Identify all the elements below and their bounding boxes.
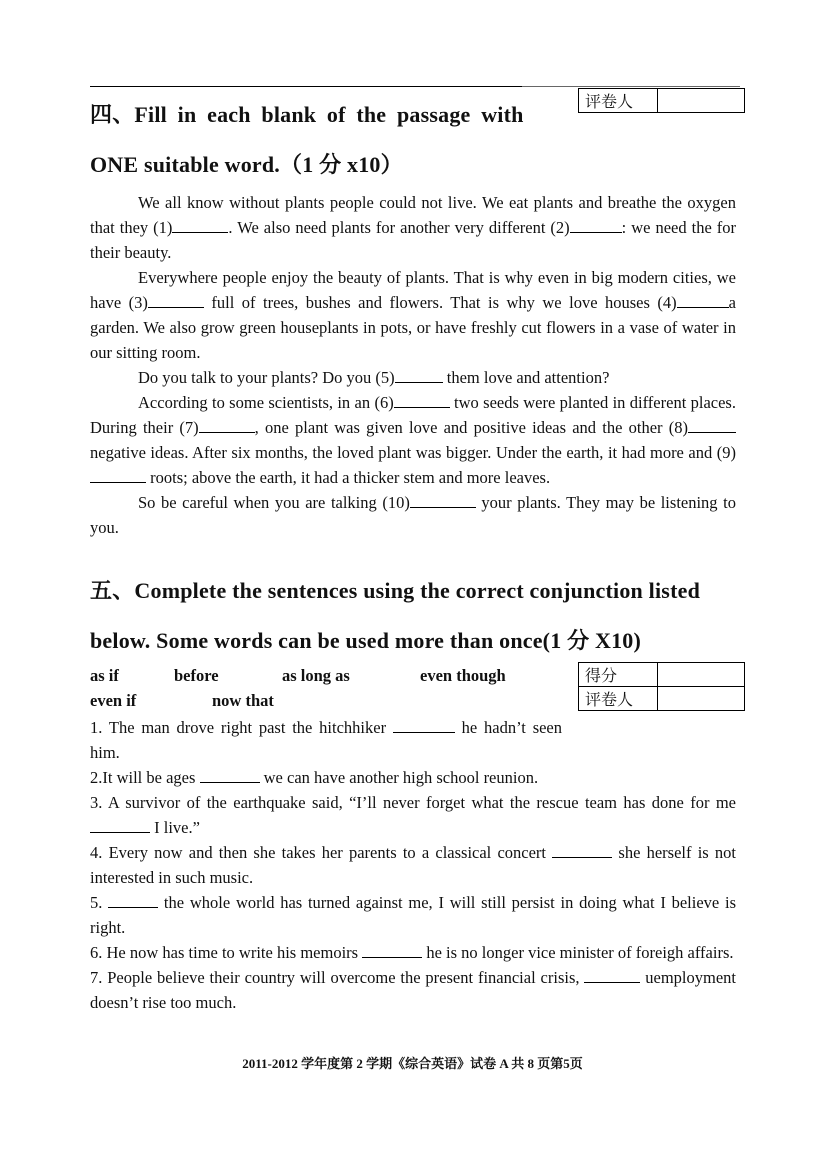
sentence-1: 1. The man drove right past the hitchhiker he hadn’t seen him. [90, 718, 563, 762]
sentence-2: 2.It will be ages we can have another high school reunion. [90, 768, 539, 787]
section5-number: 五、 [90, 579, 135, 604]
sentence-5-blank[interactable] [108, 891, 158, 908]
passage-paragraph-1: We all know without plants people could not live. We eat plants and breathe the oxygen that they (1) . We also need plants for another very different (2) : we need the for their beauty. [90, 193, 736, 262]
sentence-5: 5. the whole world has turned against me, I will still persist in doing what I believe is right. [90, 893, 737, 937]
section4-number: 四、 [90, 103, 135, 128]
blank-5[interactable] [395, 366, 443, 383]
section5-heading-line1 [90, 574, 700, 605]
blank-10[interactable] [410, 491, 476, 508]
section5-title-line1: Complete the sentences using the correct conjunction listed [134, 578, 700, 603]
score-cell[interactable] [658, 663, 745, 687]
grader-cell[interactable] [658, 89, 745, 113]
blank-6[interactable] [394, 391, 450, 408]
sentence-2-blank[interactable] [200, 766, 260, 783]
passage [90, 190, 736, 540]
grader-cell[interactable] [658, 687, 745, 711]
sentence-7-blank[interactable] [584, 966, 640, 983]
blank-2[interactable] [570, 216, 622, 233]
top-rule-right [522, 86, 740, 87]
passage-paragraph-2: Everywhere people enjoy the beauty of plants. That is why even in big modern cities, we have (3) full of trees, bushes and flowers. That is why we love houses (4) a garden. We also grow green houseplants in pots, or have freshly cut flowers in a vase of water in our sitting room. [90, 268, 736, 362]
sentence-7: 7. People believe their country will overcome the present financial crisis, uemployment doesn’t rise too much. [90, 968, 736, 1012]
section4-heading-line1 [90, 98, 524, 129]
sentence-6-blank[interactable] [362, 941, 422, 958]
blank-1[interactable] [172, 216, 228, 233]
passage-paragraph-3: Do you talk to your plants? Do you (5) them love and attention? [138, 368, 610, 387]
word-before: before [174, 666, 219, 685]
passage-paragraph-5: So be careful when you are talking (10) your plants. They may be listening to you. [90, 493, 736, 537]
blank-9[interactable] [90, 466, 146, 483]
blank-3[interactable] [148, 291, 204, 308]
word-as-if: as if [90, 666, 119, 685]
sentence-4-blank[interactable] [552, 841, 612, 858]
word-as-long-as: as long as [282, 666, 350, 685]
sentence-1-blank[interactable] [393, 716, 455, 733]
word-even-if: even if [90, 691, 137, 710]
sentence-3-blank[interactable] [90, 816, 150, 833]
sentence-4: 4. Every now and then she takes her parents to a classical concert she herself is not interested in such music. [90, 843, 736, 887]
sentence-3: 3. A survivor of the earthquake said, “I’ll never forget what the rescue team has done for me I live.” [90, 793, 736, 837]
word-even-though: even though [420, 666, 506, 685]
grader-label: 评卷人 [579, 89, 658, 113]
section4-title-line1: Fill in each blank of the passage with [134, 102, 524, 127]
section4-heading-line2: ONE suitable word.（1 分 x10） [90, 152, 403, 177]
page-footer: 2011-2012 学年度第 2 学期《综合英语》试卷 A 共 8 页第5页 [242, 1056, 583, 1071]
sentences [90, 765, 736, 1015]
section5-heading-line2: below. Some words can be used more than once(1 分 X10) [90, 628, 642, 653]
word-now-that: now that [212, 691, 274, 710]
section5-score-box [578, 662, 745, 711]
section4-grader-box [578, 88, 745, 113]
conjunction-word-list [90, 666, 570, 716]
top-rule [90, 86, 522, 87]
sentence-6: 6. He now has time to write his memoirs he is no longer vice minister of foreigh affairs. [90, 943, 734, 962]
grader-label: 评卷人 [579, 687, 658, 711]
blank-4[interactable] [677, 291, 729, 308]
blank-8[interactable] [688, 416, 736, 433]
blank-7[interactable] [199, 416, 255, 433]
score-label: 得分 [579, 663, 658, 687]
passage-paragraph-4: According to some scientists, in an (6) two seeds were planted in different places. During their (7) , one plant was given love and positive ideas and the other (8) negative ideas. After six months, the loved plant was bigger. Under the earth, it had more and (9) roots; above the earth, it had a thicker stem and more leaves. [90, 393, 736, 487]
